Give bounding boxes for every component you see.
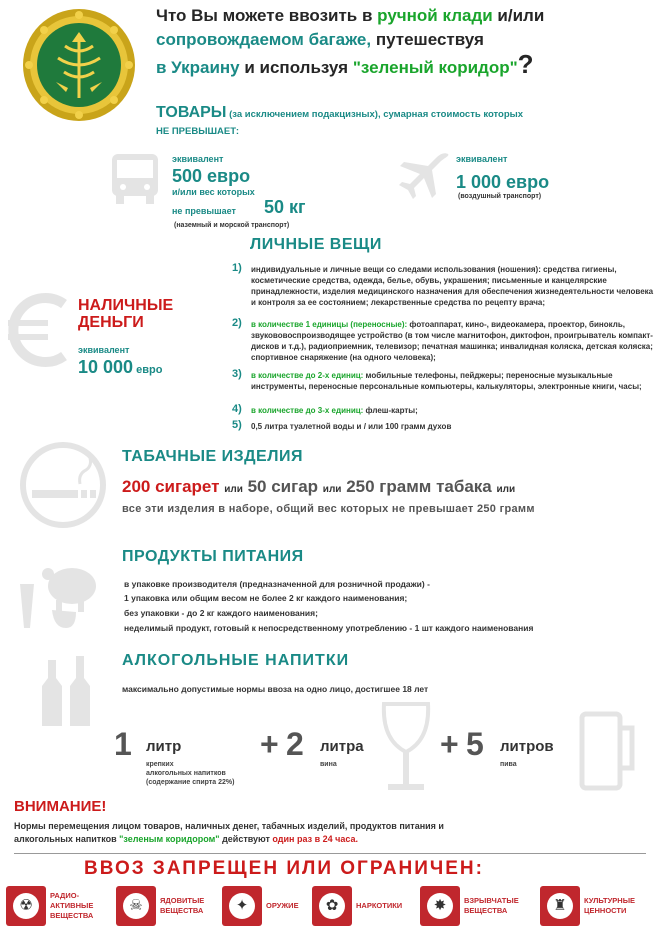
cash-equiv: эквивалент — [78, 345, 130, 355]
tobacco-cigarettes: 200 сигарет — [122, 477, 220, 496]
airplane-icon — [396, 150, 452, 202]
goods-heading-label: ТОВАРЫ — [156, 104, 227, 121]
cash-unit: евро — [133, 364, 163, 376]
alcohol-strong-unit: литр — [146, 738, 182, 755]
banned-label-line: ВЕЩЕСТВА — [50, 911, 94, 920]
food-rule: без упаковки - до 2 кг каждого наименования; — [124, 608, 318, 618]
cash-heading-line1: НАЛИЧНЫЕ — [78, 297, 174, 314]
alcohol-strong-desc — [146, 760, 234, 787]
item-quantity: в количестве до 3-х единиц: — [251, 406, 364, 415]
plus-sign: + — [440, 726, 459, 762]
goods-air-amount: 1 000 евро — [456, 172, 550, 192]
goods-land-equiv: эквивалент — [172, 154, 224, 164]
radiation-glyph: ☢ — [13, 893, 39, 919]
item-number: 5) — [232, 419, 242, 431]
tobacco-grams: 250 грамм табака — [346, 477, 492, 496]
banned-label-line: РАДИО- — [50, 891, 80, 900]
title-part: путешествуя — [371, 30, 484, 49]
banned-label-line: НАРКОТИКИ — [356, 901, 403, 910]
or-text: или — [496, 484, 516, 495]
personal-item — [232, 264, 660, 308]
plus-sign: + — [260, 726, 279, 762]
alcohol-heading: АЛКОГОЛЬНЫЕ НАПИТКИ — [122, 652, 350, 669]
bus-icon — [108, 152, 162, 206]
goods-land-note: (наземный и морской транспорт) — [174, 222, 290, 229]
banned-heading: ВВОЗ ЗАПРЕЩЕН ИЛИ ОГРАНИЧЕН: — [84, 858, 484, 879]
weapon-glyph: ✦ — [229, 893, 255, 919]
banned-label — [266, 901, 299, 911]
poison-glyph: ☠ — [123, 893, 149, 919]
alcohol-strong-amount: 1 — [114, 726, 132, 762]
item-quantity: в количестве 1 единицы (переносные): — [251, 320, 408, 329]
cash-amount: 10 000 — [78, 357, 134, 377]
attention-once-per-day: один раз в 24 часа. — [272, 834, 358, 844]
banned-label — [50, 891, 93, 921]
goods-land-weight: 50 кг — [264, 197, 306, 217]
banned-label — [356, 901, 402, 911]
banned-label — [464, 896, 519, 916]
item-text: 0,5 литра туалетной воды и / или 100 грамм духов — [251, 422, 452, 431]
tobacco-cigars: 50 сигар — [247, 477, 319, 496]
title-accompanied-baggage: сопровождаемом багаже, — [156, 30, 372, 49]
personal-items-heading: ЛИЧНЫЕ ВЕЩИ — [250, 236, 382, 253]
drugs-glyph: ✿ — [319, 893, 345, 919]
drugs-icon — [312, 886, 352, 926]
alcohol-beer-desc: пива — [500, 761, 517, 768]
cultural-values-glyph: ♜ — [547, 893, 573, 919]
attention-text — [14, 820, 574, 846]
item-text: мобильные телефоны, пейджеры; переносные музыкальные инструменты, переносные персональные компьютеры, калькуляторы, электронные книги, часы; — [251, 371, 642, 391]
wine-glass-icon — [378, 700, 434, 794]
or-text: или — [224, 484, 243, 495]
beer-mug-icon — [578, 708, 638, 792]
divider — [14, 853, 646, 854]
attention-line2: алкогольных напитков — [14, 834, 120, 844]
banned-label-line: ОРУЖИЕ — [266, 901, 299, 910]
goods-land-weight-pre: и/или вес которых — [172, 187, 255, 197]
banned-label-line: ЦЕННОСТИ — [584, 906, 627, 915]
personal-item — [232, 405, 660, 416]
tobacco-limits — [122, 477, 515, 497]
goods-land-weight-pre2: не превышает — [172, 206, 236, 216]
cash-amount-line — [78, 357, 162, 378]
item-number: 2) — [232, 317, 242, 329]
item-number: 3) — [232, 368, 242, 380]
alcohol-beer-unit: литров — [500, 738, 554, 755]
alcohol-strong-desc-3: (содержание спирта 22%) — [146, 779, 235, 786]
title-part: Что Вы можете ввозить в — [156, 6, 378, 25]
alcohol-strong-desc-2: алкогольных напитков — [146, 770, 226, 777]
attention-line1: Нормы перемещения лицом товаров, наличных денег, табачных изделий, продуктов питания и — [14, 821, 444, 831]
banned-label — [584, 896, 635, 916]
cash-heading — [78, 297, 173, 331]
explosives-icon — [420, 886, 460, 926]
no-smoking-icon — [18, 440, 108, 530]
goods-land-amount: 500 евро — [172, 166, 251, 186]
alcohol-beer-amount: 5 — [466, 726, 484, 762]
personal-item — [232, 421, 660, 432]
cultural-values-icon — [540, 886, 580, 926]
item-text: фотоаппарат, кино-, видеокамера, проектор, бинокль, звукововоспроизводящее устройство (в том числе магнитофон, диктофон, проигрыватель компакт-дисков и т.д.), радиоприемник, телевизор; печатная машинка; инвалидная коляска, детская коляска; спортивное снаряжение (на одного человека); — [251, 320, 653, 362]
banned-label — [160, 896, 204, 916]
attention-part: действуют — [219, 834, 273, 844]
food-heading: ПРОДУКТЫ ПИТАНИЯ — [122, 548, 304, 565]
personal-item — [232, 319, 660, 363]
goods-heading-note: (за исключением подакцизных), сумарная стоимость которых — [226, 109, 524, 120]
cash-heading-line2: ДЕНЬГИ — [78, 314, 144, 331]
euro-icon — [6, 290, 72, 370]
food-rule: 1 упаковка или общим весом не более 2 кг каждого наименования; — [124, 593, 408, 603]
item-number: 4) — [232, 403, 242, 415]
alcohol-strong-desc-1: крепких — [146, 761, 174, 768]
item-text: индивидуальные и личные вещи со следами использования (ношения): средства гигиены, косметические средства, одежда, белье, обувь, украшения; письменные и канцелярские принадлежности, изделия медицинского назначения для обеспечения жизнедеятельности человека и контроля за ее состоянием; лекарственные средства по рецепту врача; — [251, 265, 654, 307]
banned-label-line: ВЕЩЕСТВА — [160, 906, 204, 915]
goods-air-note: (воздушный транспорт) — [458, 193, 542, 200]
tobacco-heading: ТАБАЧНЫЕ ИЗДЕЛИЯ — [122, 448, 303, 465]
alcohol-wine-amount: 2 — [286, 726, 304, 762]
item-number: 1) — [232, 262, 242, 274]
banned-label-line: ЯДОВИТЫЕ — [160, 896, 205, 905]
or-text: или — [322, 484, 342, 495]
title-green-corridor: "зеленый коридор" — [352, 58, 518, 77]
tobacco-set-note: все эти изделия в наборе, общий вес которых не превышает 250 грамм — [122, 503, 535, 515]
goods-air-equiv: эквивалент — [456, 154, 508, 164]
banned-label-line: ВЗРЫВЧАТЫЕ — [464, 896, 519, 905]
banned-label-line: АКТИВНЫЕ — [50, 901, 94, 910]
goods-heading — [156, 104, 523, 122]
banned-label-line: КУЛЬТУРНЫЕ — [584, 896, 636, 905]
alcohol-wine-unit: литра — [320, 738, 364, 755]
customs-emblem-logo — [18, 6, 140, 124]
title-part: и используя — [239, 58, 353, 77]
weapon-icon — [222, 886, 262, 926]
item-text: флеш-карты; — [363, 406, 418, 415]
title-part: и/или — [492, 6, 545, 25]
explosives-glyph: ✸ — [427, 893, 453, 919]
alcohol-subtitle: максимально допустимые нормы ввоза на одно лицо, достигшее 18 лет — [122, 684, 429, 694]
food-rule: неделимый продукт, готовый к непосредственному употреблению - 1 шт каждого наименования — [124, 623, 534, 633]
title-hand-luggage: ручной клади — [377, 6, 493, 25]
poison-icon — [116, 886, 156, 926]
attention-heading: ВНИМАНИЕ! — [14, 798, 107, 815]
goods-subheading: НЕ ПРЕВЫШАЕТ: — [156, 126, 240, 137]
item-quantity: в количестве до 2-х единиц: — [251, 371, 364, 380]
radiation-icon — [6, 886, 46, 926]
bottles-icon — [40, 652, 100, 728]
personal-item — [232, 370, 660, 392]
banned-label-line: ВЕЩЕСТВА — [464, 906, 508, 915]
food-icon — [16, 556, 108, 630]
alcohol-wine-desc: вина — [320, 761, 337, 768]
food-rule: в упаковке производителя (предназначенной для розничной продажи) - — [124, 579, 430, 589]
attention-green-corridor: "зеленым коридором" — [119, 834, 220, 844]
page-title — [156, 4, 656, 80]
title-question-mark: ? — [517, 49, 534, 79]
title-ukraine: в Украину — [156, 58, 240, 77]
